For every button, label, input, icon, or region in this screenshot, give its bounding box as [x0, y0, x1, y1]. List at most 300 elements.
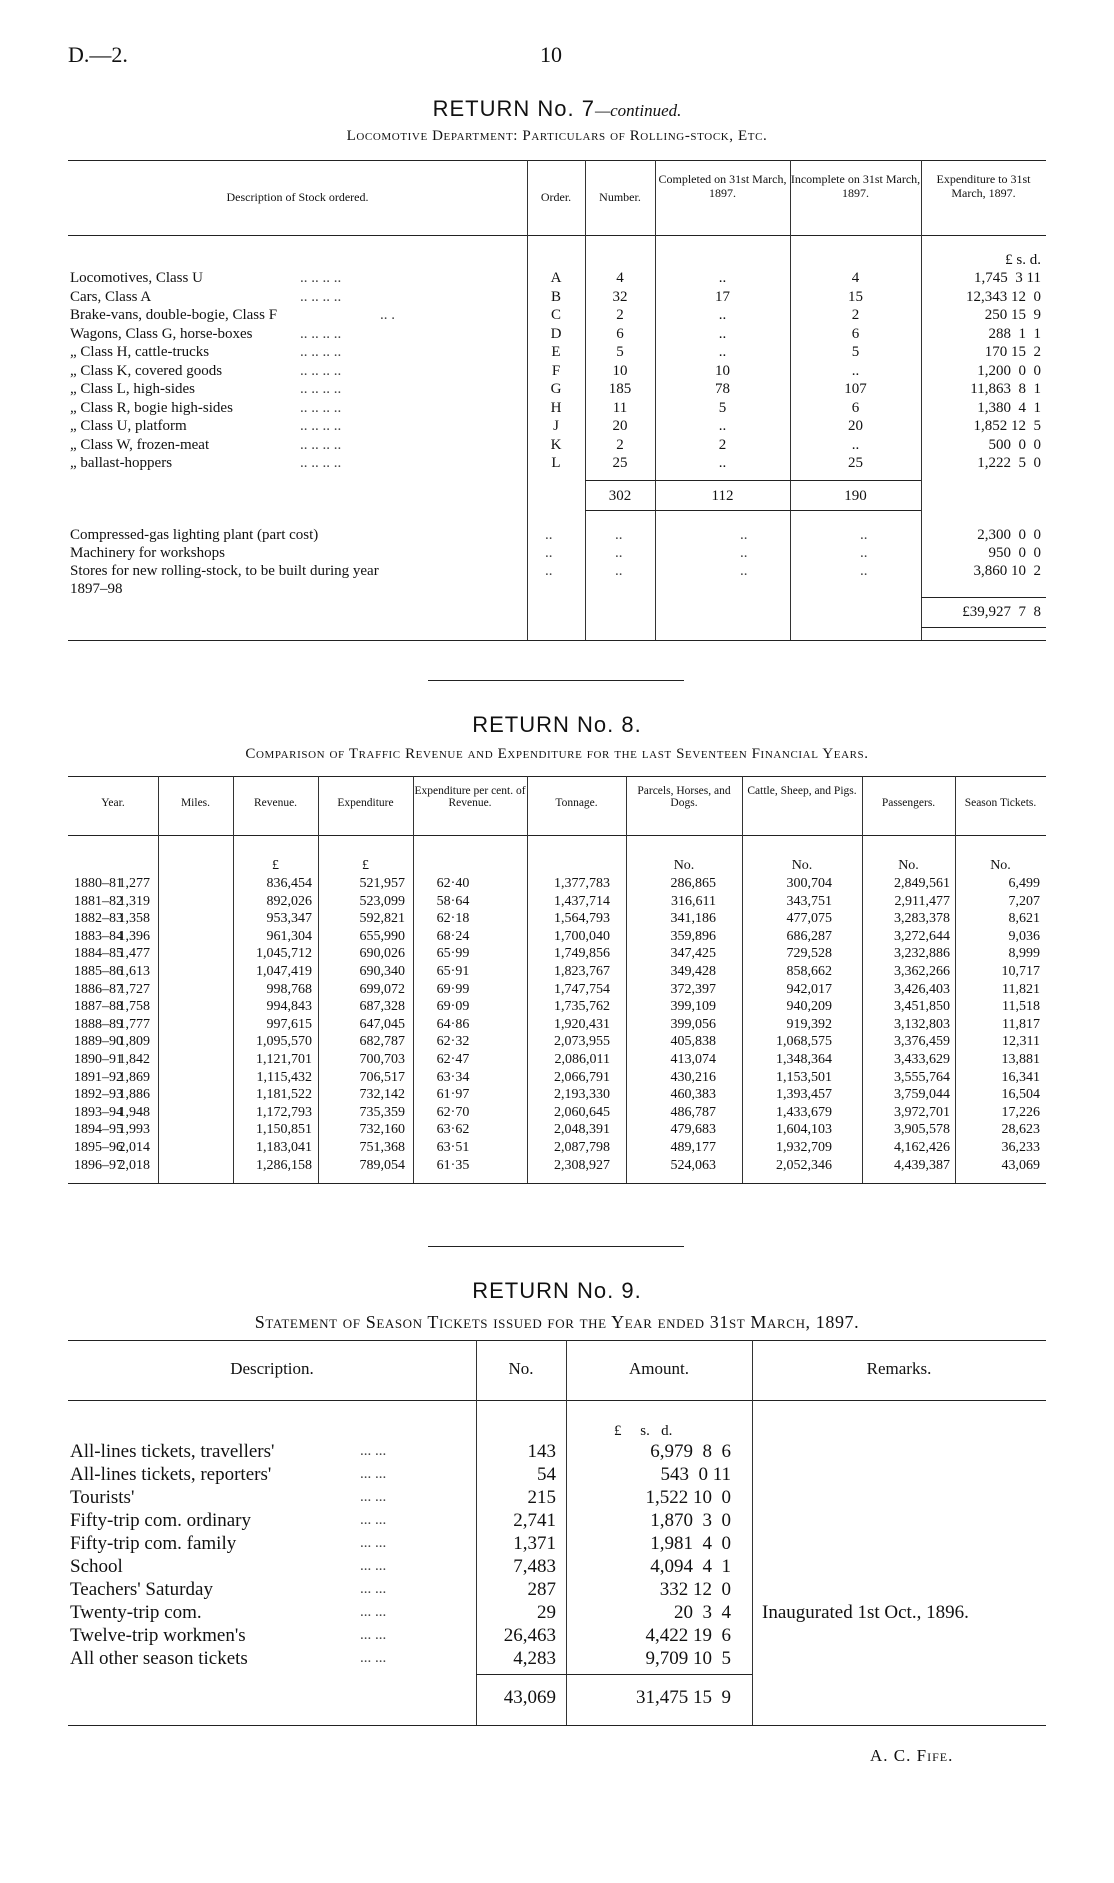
expenditure-value: 1,852 12 5 [973, 418, 1041, 434]
currency-header: £ s. d. [614, 1423, 673, 1439]
year: 1890–91 [74, 1052, 123, 1067]
stock-description: Locomotives, Class U [70, 270, 203, 286]
stock-description: „ ballast-hoppers [70, 455, 173, 471]
leader-dots: .. .. .. .. [300, 399, 342, 416]
total-rule-top [921, 597, 1046, 598]
cell-value: 16,341 [1001, 1069, 1040, 1085]
cell-value: 3,132,803 [894, 1016, 950, 1032]
column-header: Expenditure to 31st March, 1897. [936, 172, 1031, 200]
cell-value: 1,842 [118, 1052, 150, 1067]
expenditure-value: 1,222 5 0 [977, 455, 1041, 471]
cell-value: 6,499 [1008, 876, 1040, 891]
cell-value: 7,207 [1008, 893, 1040, 909]
header-bottom-rule [68, 835, 1046, 836]
cell-value: 699,072 [359, 981, 405, 997]
cell-value: 430,216 [670, 1069, 716, 1085]
cell-value: 28,623 [1001, 1122, 1040, 1138]
cell-value: 998,768 [266, 981, 312, 997]
extra-expenditure: 3,860 10 2 [973, 563, 1041, 579]
cell-value: 2,086,011 [554, 1052, 610, 1067]
ticket-count: 1,371 [513, 1533, 556, 1554]
table-top-rule [68, 776, 1046, 777]
stock-description: „ Class R, bogie high-sides [70, 399, 233, 416]
leader-dots: .. [545, 563, 553, 579]
stock-description: Brake-vans, double-bogie, Class F [70, 307, 278, 323]
cell-value: 2,911,477 [894, 893, 950, 909]
number-value: 2 [616, 307, 624, 323]
expenditure-value: 1,380 4 1 [977, 399, 1041, 416]
column-header: Tonnage. [555, 797, 598, 809]
column-header: No. [508, 1359, 534, 1378]
incomplete-value: 6 [851, 325, 860, 342]
stock-description: „ Class L, high-sides [70, 381, 195, 397]
completed-value: 17 [715, 288, 730, 305]
leader-dots: .. .. .. .. [300, 325, 342, 342]
ticket-amount: 1,981 4 0 [650, 1533, 731, 1554]
year: 1881–82 [74, 893, 123, 909]
cell-value: 399,109 [670, 999, 716, 1015]
cell-value: 12,311 [1002, 1034, 1040, 1050]
cell-value: 1,121,701 [256, 1052, 312, 1067]
cell-value: 1,172,793 [256, 1104, 312, 1120]
cell-value: 3,759,044 [894, 1087, 950, 1103]
cell-value: 2,073,955 [554, 1034, 610, 1050]
extra-description: Compressed-gas lighting plant (part cost) [70, 527, 319, 543]
number-value: 25 [612, 455, 628, 471]
completed-value: .. [718, 418, 727, 434]
cell-value: 2,087,798 [554, 1140, 610, 1155]
leader-dots: .. .. .. .. [300, 344, 342, 360]
cell-value: 1,993 [118, 1122, 150, 1138]
cell-value: 11,821 [1002, 981, 1040, 997]
leader-dots: .. [740, 563, 748, 579]
leader-dots: .. .. .. .. [300, 436, 342, 453]
cell-value: 1,095,570 [256, 1034, 312, 1050]
divider [428, 680, 684, 681]
cell-value: 3,376,459 [894, 1034, 950, 1050]
cell-value: 4,162,426 [894, 1140, 950, 1155]
incomplete-value: .. [851, 436, 860, 453]
year: 1887–88 [74, 999, 123, 1015]
leader-dots: .. [545, 527, 553, 543]
percent-value: 64·86 [436, 1016, 470, 1032]
percent-value: 62·40 [436, 876, 470, 891]
column-header: Miles. [180, 797, 211, 809]
cell-value: 2,048,391 [554, 1122, 610, 1138]
total-incomplete: 190 [844, 488, 867, 504]
cell-value: 17,226 [1001, 1104, 1040, 1120]
incomplete-value: 15 [848, 288, 863, 305]
column-header: Expenditure per cent. of Revenue. [414, 785, 526, 809]
cell-value: 1,604,103 [776, 1122, 832, 1138]
incomplete-value: 20 [848, 418, 863, 434]
column-header: Description of Stock ordered. [226, 190, 369, 204]
cell-value: 399,056 [670, 1016, 716, 1032]
leader-dots: .. [860, 563, 868, 579]
cell-value: 2,060,645 [554, 1104, 610, 1120]
completed-value: .. [718, 270, 727, 286]
cell-value: 706,517 [359, 1069, 405, 1085]
incomplete-value: 6 [851, 399, 860, 416]
column-header: Remarks. [866, 1359, 932, 1378]
cell-value: 347,425 [670, 946, 716, 962]
r7-subtitle: Locomotive Department: Particulars of Rolling-stock, Etc. [346, 128, 768, 144]
cell-value: 1,777 [118, 1016, 150, 1032]
cell-value: 1,047,419 [256, 964, 312, 979]
ticket-amount: 20 3 4 [674, 1602, 731, 1623]
incomplete-value: 2 [851, 307, 860, 323]
cell-value: 690,340 [359, 964, 405, 979]
ticket-description: Tourists' [70, 1487, 135, 1508]
cell-value: 3,362,266 [894, 964, 950, 979]
cell-value: 1,433,679 [776, 1104, 832, 1120]
cell-value: 732,160 [359, 1122, 405, 1138]
leader-dots: ... ... [360, 1466, 387, 1482]
cell-value: 1,319 [118, 893, 150, 909]
incomplete-value: .. [851, 362, 860, 379]
cell-value: 690,026 [359, 946, 405, 962]
table-top-rule [68, 1340, 1046, 1341]
percent-value: 65·91 [436, 964, 470, 979]
cell-value: 1,948 [118, 1104, 150, 1120]
cell-value: 1,477 [118, 946, 150, 962]
incomplete-value: 107 [844, 381, 867, 397]
leader-dots: ... ... [360, 1443, 387, 1459]
leader-dots: .. .. .. .. [300, 288, 342, 305]
number-value: 185 [608, 381, 632, 397]
cell-value: 3,283,378 [894, 911, 950, 927]
cell-value: 3,426,403 [894, 981, 950, 997]
cell-value: 523,099 [359, 893, 405, 909]
page-number: 10 [540, 42, 562, 67]
cell-value: 3,232,886 [894, 946, 950, 962]
cell-value: 8,999 [1008, 946, 1040, 962]
cell-value: 16,504 [1001, 1087, 1040, 1103]
extra-expenditure: 950 0 0 [988, 545, 1041, 561]
column-header: Expenditure [337, 797, 394, 809]
r9-subtitle: Statement of Season Tickets issued for the Year ended 31st March, 1897. [254, 1312, 860, 1332]
cell-value: 4,439,387 [894, 1157, 950, 1173]
order-code: K [550, 436, 562, 453]
expenditure-value: 170 15 2 [984, 344, 1041, 360]
cell-value: 2,849,561 [894, 876, 950, 891]
cell-value: 1,700,040 [554, 928, 610, 944]
cell-value: 682,787 [359, 1034, 405, 1050]
number-value: 10 [612, 362, 628, 379]
year: 1886–87 [74, 981, 123, 997]
year: 1895–96 [74, 1140, 123, 1155]
cell-value: 836,454 [266, 876, 312, 891]
total-number: 302 [608, 488, 632, 504]
subtotal-rule [585, 480, 921, 481]
cell-value: 592,821 [359, 911, 405, 927]
percent-value: 63·51 [436, 1140, 470, 1155]
ticket-count: 287 [527, 1579, 556, 1600]
cell-value: 735,359 [359, 1104, 405, 1120]
expenditure-value: 500 0 0 [988, 436, 1041, 453]
cell-value: 1,358 [118, 911, 150, 927]
total-completed: 112 [711, 488, 734, 504]
cell-value: 8,621 [1008, 911, 1040, 927]
table-top-rule [68, 160, 1046, 161]
extra-description: Stores for new rolling-stock, to be built during year [70, 563, 379, 579]
table-bottom-rule [68, 640, 1046, 641]
signature: A. C. Fife. [870, 1746, 954, 1765]
year: 1893–94 [74, 1104, 123, 1120]
cell-value: 2,066,791 [554, 1069, 610, 1085]
ticket-description: All-lines tickets, reporters' [70, 1464, 272, 1485]
number-value: 32 [612, 288, 628, 305]
ticket-description: Twelve-trip workmen's [70, 1625, 246, 1646]
cell-value: 2,014 [118, 1140, 150, 1155]
column-header: Completed on 31st March, 1897. [658, 172, 787, 200]
percent-value: 68·24 [436, 928, 470, 944]
cell-value: 1,393,457 [776, 1087, 832, 1103]
cell-value: 892,026 [266, 893, 312, 909]
cell-value: 3,451,850 [894, 999, 950, 1015]
year: 1882–83 [74, 911, 123, 927]
cell-value: 479,683 [670, 1122, 716, 1138]
column-header: Amount. [629, 1359, 689, 1378]
expenditure-value: 250 15 9 [984, 307, 1041, 323]
order-code: D [550, 325, 562, 342]
percent-value: 63·62 [436, 1122, 470, 1138]
total-rule-bottom [921, 627, 1046, 628]
cell-value: 486,787 [670, 1104, 716, 1120]
cell-value: 789,054 [359, 1157, 405, 1173]
subtotal-rule [585, 510, 921, 511]
column-header: Number. [599, 190, 641, 204]
column-header: Description. [230, 1359, 314, 1378]
expenditure-value: 12,343 12 0 [966, 288, 1041, 305]
ticket-description: Twenty-trip com. [70, 1602, 202, 1623]
cell-value: 36,233 [1001, 1140, 1040, 1155]
stock-description: „ Class H, cattle-trucks [70, 344, 210, 360]
cell-value: 341,186 [670, 911, 716, 927]
number-value: 20 [612, 418, 628, 434]
leader-dots: ... ... [360, 1535, 387, 1551]
cell-value: 1,613 [118, 964, 150, 979]
cell-value: 953,347 [266, 911, 312, 927]
percent-value: 65·99 [436, 946, 470, 962]
r7-title [0, 96, 1114, 122]
cell-value: 460,383 [670, 1087, 716, 1103]
cell-value: 405,838 [670, 1034, 716, 1050]
leader-dots: ... ... [360, 1581, 387, 1597]
leader-dots: .. [545, 545, 553, 561]
leader-dots: .. .. .. .. [300, 270, 342, 286]
divider [428, 1246, 684, 1247]
cell-value: 1,758 [118, 999, 150, 1015]
column-divider [752, 1340, 753, 1725]
cell-value: 316,611 [671, 893, 716, 909]
cell-value: 2,018 [118, 1157, 150, 1173]
number-value: 5 [616, 344, 624, 360]
unit-label: No. [990, 858, 1011, 873]
cell-value: 3,433,629 [894, 1052, 950, 1067]
order-code: E [551, 344, 561, 360]
cell-value: 1,286,158 [256, 1157, 312, 1173]
number-value: 2 [616, 436, 624, 453]
cell-value: 3,272,644 [894, 928, 950, 944]
currency-header: £ s. d. [1005, 252, 1041, 268]
leader-dots: .. [615, 563, 623, 579]
cell-value: 43,069 [1001, 1157, 1040, 1173]
cell-value: 3,905,578 [894, 1122, 950, 1138]
ticket-count: 143 [527, 1441, 556, 1462]
leader-dots: .. [860, 527, 868, 543]
expenditure-value: 11,863 8 1 [970, 381, 1041, 397]
cell-value: 1,277 [118, 876, 150, 891]
cell-value: 524,063 [670, 1157, 716, 1173]
ticket-description: School [70, 1556, 123, 1577]
cell-value: 647,045 [359, 1016, 405, 1032]
cell-value: 1,823,767 [554, 964, 610, 979]
percent-value: 62·18 [436, 911, 470, 927]
extra-description: Machinery for workshops [70, 545, 225, 561]
ticket-description: Fifty-trip com. ordinary [70, 1510, 251, 1531]
cell-value: 11,518 [1002, 999, 1040, 1015]
stock-description: Wagons, Class G, horse-boxes [70, 325, 253, 342]
cell-value: 1,932,709 [776, 1140, 832, 1155]
incomplete-value: 4 [851, 270, 860, 286]
cell-value: 919,392 [786, 1016, 832, 1032]
leader-dots: ... ... [360, 1558, 387, 1574]
order-code: G [550, 381, 562, 397]
cell-value: 349,428 [670, 964, 716, 979]
ticket-count: 4,283 [513, 1648, 556, 1669]
ticket-amount: 332 12 0 [659, 1579, 731, 1600]
cell-value: 13,881 [1001, 1052, 1040, 1067]
column-header: Revenue. [253, 797, 298, 809]
year: 1892–93 [74, 1087, 123, 1103]
order-code: C [550, 307, 561, 323]
column-divider [158, 776, 159, 1183]
cell-value: 994,843 [266, 999, 312, 1015]
cell-value: 1,735,762 [554, 999, 610, 1015]
header-bottom-rule [68, 235, 1046, 236]
column-header: Passengers. [881, 797, 936, 809]
stock-description: „ Class K, covered goods [70, 362, 223, 379]
cell-value: 961,304 [266, 928, 312, 944]
column-header: Season Tickets. [964, 797, 1037, 809]
column-header: Year. [101, 797, 125, 809]
year: 1883–84 [74, 928, 123, 944]
leader-dots: .. [615, 545, 623, 561]
cell-value: 1,045,712 [256, 946, 312, 962]
cell-value: 521,957 [359, 876, 405, 891]
cell-value: 300,704 [786, 876, 832, 891]
percent-value: 62·47 [436, 1052, 470, 1067]
cell-value: 489,177 [670, 1140, 716, 1155]
number-value: 6 [616, 325, 624, 342]
cell-value: 2,052,346 [776, 1157, 832, 1173]
leader-dots: .. .. .. .. [300, 381, 342, 397]
year: 1889–90 [74, 1034, 123, 1050]
cell-value: 1,115,432 [256, 1069, 312, 1085]
column-header: Parcels, Horses, and Dogs. [637, 785, 731, 809]
leader-dots: .. . [380, 307, 395, 323]
r7-title-cont: —continued. [594, 101, 682, 120]
cell-value: 1,437,714 [554, 893, 610, 909]
leader-dots: .. [740, 545, 748, 561]
year: 1896–97 [74, 1157, 123, 1173]
ticket-description: All other season tickets [70, 1648, 248, 1669]
leader-dots: ... ... [360, 1627, 387, 1643]
cell-value: 3,972,701 [894, 1104, 950, 1120]
expenditure-value: 1,200 0 0 [977, 362, 1041, 379]
leader-dots: .. .. .. .. [300, 418, 342, 434]
cell-value: 700,703 [359, 1052, 405, 1067]
cell-value: 286,865 [670, 876, 716, 891]
percent-value: 69·09 [436, 999, 470, 1015]
expenditure-value: 1,745 3 11 [974, 270, 1041, 286]
stock-description: „ Class U, platform [70, 418, 187, 434]
cell-value: 1,886 [118, 1087, 150, 1103]
completed-value: .. [718, 325, 727, 342]
completed-value: 78 [715, 381, 730, 397]
leader-dots: .. .. .. .. [300, 362, 342, 379]
cell-value: 1,153,501 [776, 1069, 832, 1085]
ticket-count: 26,463 [503, 1625, 556, 1646]
unit-label: £ [272, 858, 279, 873]
total-rule [476, 1674, 752, 1675]
ticket-description: Fifty-trip com. family [70, 1533, 237, 1554]
ticket-amount: 9,709 10 5 [645, 1648, 731, 1669]
year: 1885–86 [74, 964, 123, 979]
ticket-count: 29 [537, 1602, 556, 1623]
cell-value: 1,396 [118, 928, 150, 944]
leader-dots: .. [740, 527, 748, 543]
cell-value: 477,075 [786, 911, 832, 927]
completed-value: .. [718, 307, 727, 323]
unit-label: £ [362, 858, 369, 873]
cell-value: 9,036 [1008, 928, 1040, 944]
ticket-amount: 6,979 8 6 [650, 1441, 731, 1462]
ticket-amount: 1,522 10 0 [645, 1487, 731, 1508]
ticket-description: Teachers' Saturday [70, 1579, 213, 1600]
expenditure-value: 288 1 1 [988, 325, 1041, 342]
cell-value: 940,209 [786, 999, 832, 1015]
percent-value: 69·99 [436, 981, 470, 997]
cell-value: 655,990 [359, 928, 405, 944]
cell-value: 11,817 [1002, 1016, 1040, 1032]
leader-dots: .. [615, 527, 623, 543]
leader-dots: .. [860, 545, 868, 561]
cell-value: 2,308,927 [554, 1157, 610, 1173]
order-code: A [550, 270, 562, 286]
completed-value: 5 [718, 399, 727, 416]
ticket-count: 215 [527, 1487, 556, 1508]
year: 1894–95 [74, 1122, 123, 1138]
r8-subtitle: Comparison of Traffic Revenue and Expenditure for the last Seventeen Financial Years. [245, 746, 869, 762]
document-reference: D.—2. [68, 42, 128, 67]
year: 1884–85 [74, 946, 123, 962]
incomplete-value: 5 [851, 344, 860, 360]
order-code: F [551, 362, 561, 379]
extra-expenditure: 2,300 0 0 [977, 527, 1041, 543]
cell-value: 686,287 [786, 928, 832, 944]
year: 1888–89 [74, 1016, 123, 1032]
cell-value: 997,615 [266, 1016, 312, 1032]
remark: Inaugurated 1st Oct., 1896. [762, 1602, 969, 1623]
year: 1891–92 [74, 1069, 123, 1085]
order-code: H [550, 399, 562, 416]
cell-value: 687,328 [359, 999, 405, 1015]
unit-label: No. [673, 858, 695, 873]
cell-value: 1,348,364 [776, 1052, 832, 1067]
grand-total: £39,927 7 8 [962, 604, 1041, 620]
